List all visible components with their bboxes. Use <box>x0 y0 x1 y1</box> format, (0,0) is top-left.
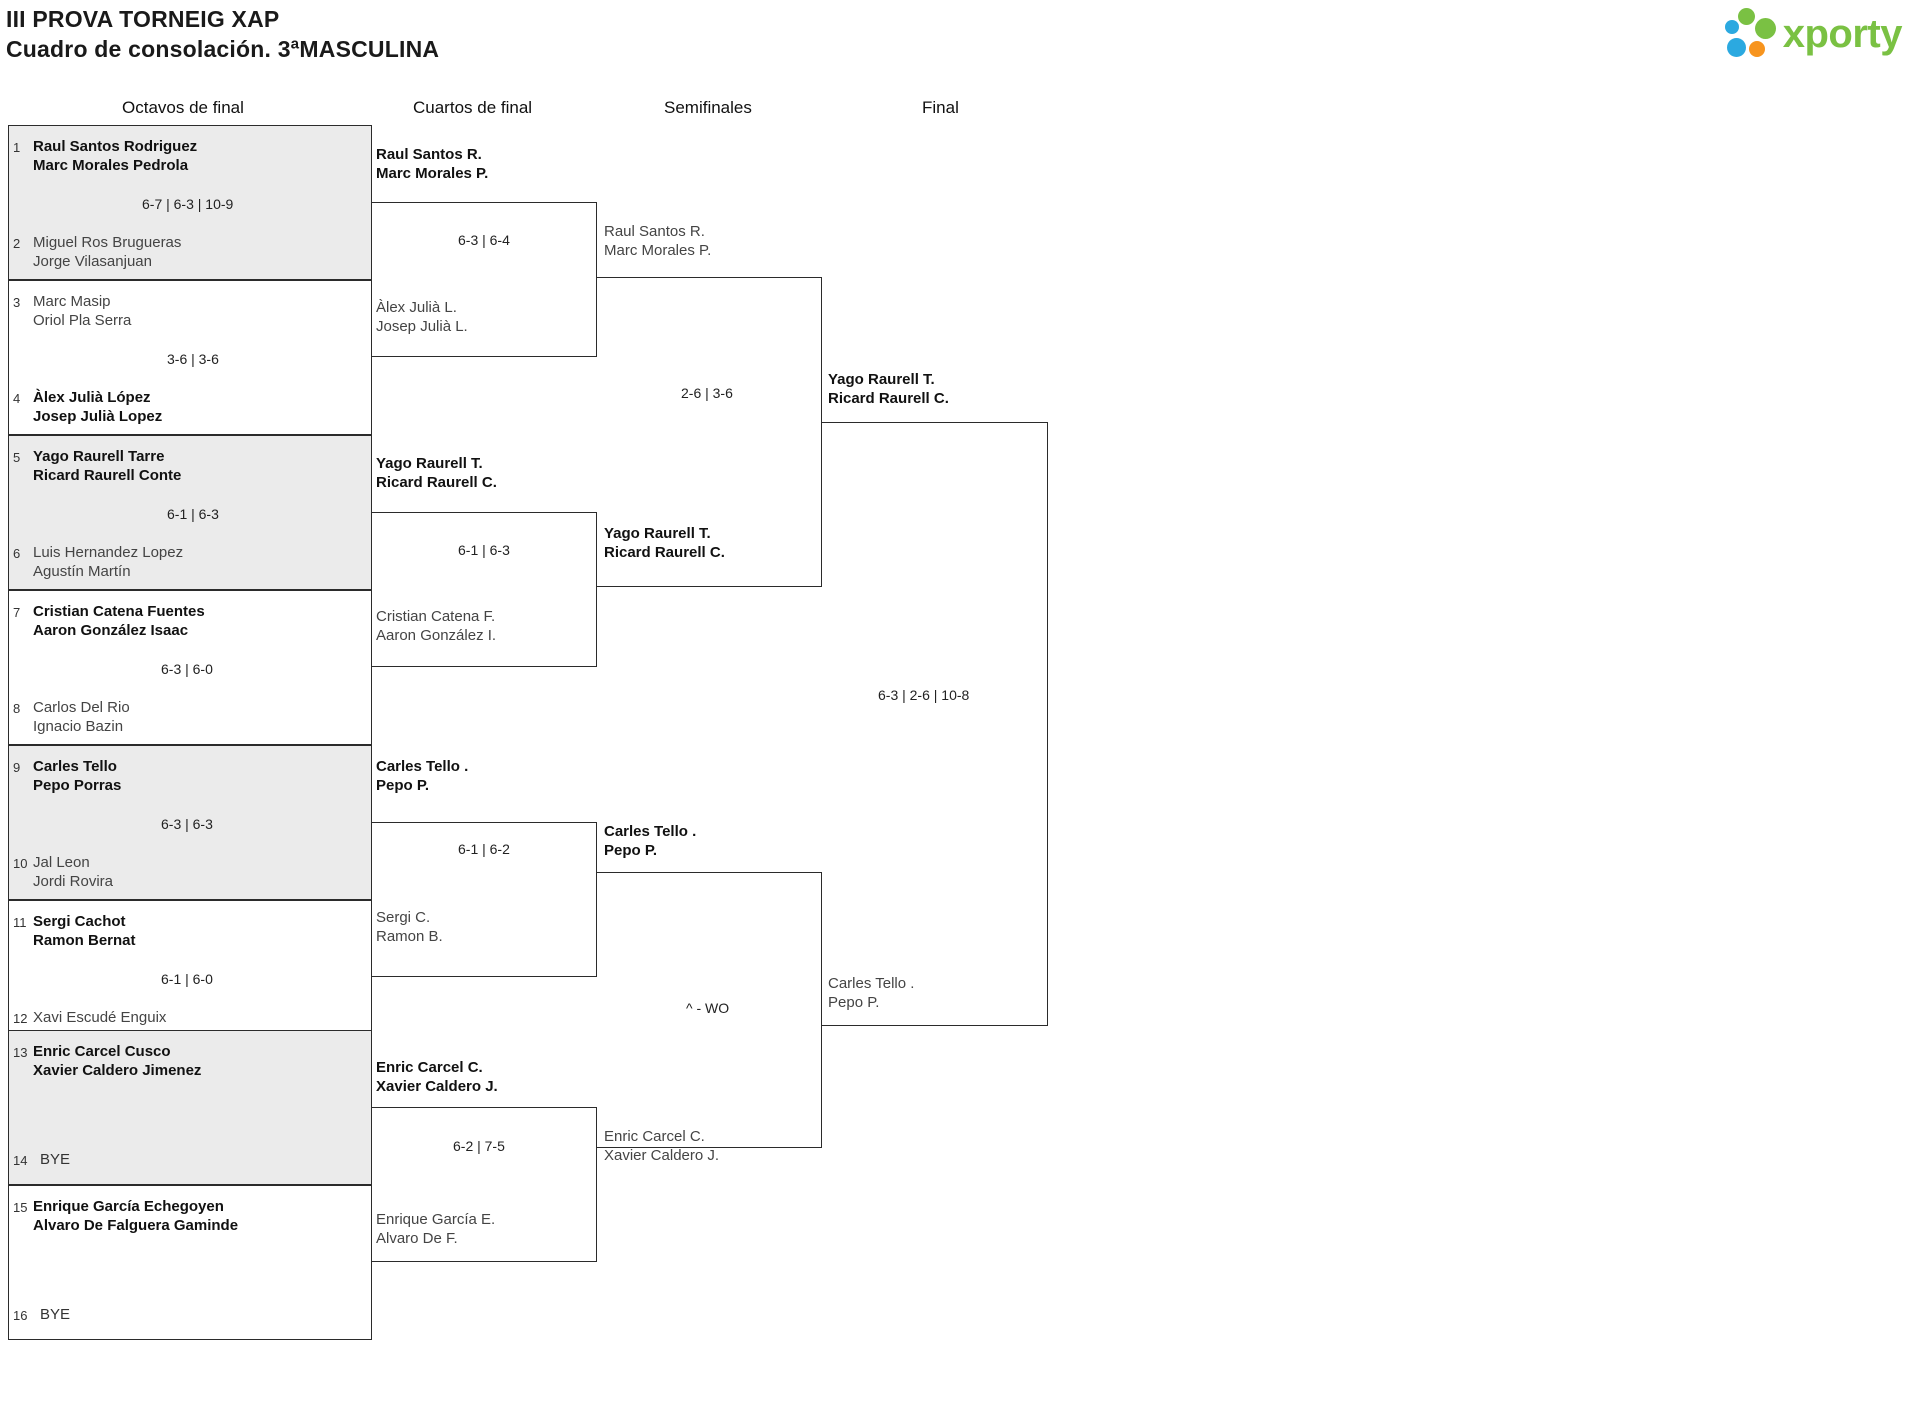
player-name: Enric Carcel C. <box>604 1128 705 1145</box>
player-name: Jal Leon <box>33 854 90 871</box>
player-name: Marc Morales P. <box>604 242 712 259</box>
match-score: 6-3 | 6-0 <box>161 661 213 677</box>
player-name: Àlex Julià L. <box>376 299 457 316</box>
seed-number: 5 <box>13 450 21 465</box>
player-name: Ricard Raurell C. <box>604 544 725 561</box>
player-name: Marc Masip <box>33 293 111 310</box>
player-name: Àlex Julià López <box>33 389 151 406</box>
player-name: Yago Raurell T. <box>376 455 483 472</box>
match-score: 6-3 | 6-3 <box>161 816 213 832</box>
r16-match-7[interactable] <box>8 1030 372 1185</box>
player-name: Ignacio Bazin <box>33 718 124 735</box>
r16-match-1[interactable] <box>8 125 372 280</box>
player-name: Sergi C. <box>376 909 431 926</box>
player-name: Enric Carcel C. <box>376 1059 483 1076</box>
player-name: Carlos Del Rio <box>33 699 130 716</box>
player-name: Pepo P. <box>604 842 658 859</box>
r16-match-3[interactable] <box>8 435 372 590</box>
player-name: Cristian Catena Fuentes <box>33 603 205 620</box>
player-name: Carles Tello <box>33 758 117 775</box>
player-name: Pepo Porras <box>33 777 122 794</box>
seed-number: 6 <box>13 546 21 561</box>
player-name: Josep Julià Lopez <box>33 408 163 425</box>
seed-number: 3 <box>13 295 21 310</box>
player-name: Xavier Caldero J. <box>604 1147 720 1164</box>
page-title <box>6 4 439 64</box>
player-name: Ramon Bernat <box>33 932 136 949</box>
player-name: Xavi Escudé Enguix <box>33 1009 167 1026</box>
player-name: Raul Santos R. <box>604 223 705 240</box>
seed-number: 10 <box>13 856 28 871</box>
player-name: Ricard Raurell C. <box>376 474 497 491</box>
seed-number: 15 <box>13 1200 28 1215</box>
tournament-name: III PROVA TORNEIG XAP <box>6 6 280 32</box>
xporty-logo <box>1725 8 1902 60</box>
player-name: Ricard Raurell C. <box>828 390 949 407</box>
player-name: Pepo P. <box>828 994 880 1011</box>
player-name: Raul Santos Rodriguez <box>33 138 198 155</box>
player-name: Yago Raurell T. <box>604 525 711 542</box>
player-name: Marc Morales P. <box>376 165 489 182</box>
match-score: 6-1 | 6-2 <box>458 841 510 857</box>
player-name: Jorge Vilasanjuan <box>33 253 152 270</box>
connector-final <box>822 422 1048 1026</box>
player-name: Enrique García Echegoyen <box>33 1198 224 1215</box>
player-name: Jordi Rovira <box>33 873 114 890</box>
player-name: Enrique García E. <box>376 1211 496 1228</box>
match-score: 6-7 | 6-3 | 10-9 <box>142 196 234 212</box>
player-name: Raul Santos R. <box>376 146 482 163</box>
tournament-subtitle: Cuadro de consolación. 3ªMASCULINA <box>6 36 440 62</box>
match-score: 6-3 | 2-6 | 10-8 <box>878 687 970 703</box>
player-name: Alvaro De Falguera Gaminde <box>33 1217 239 1234</box>
match-score: 6-2 | 7-5 <box>453 1138 505 1154</box>
seed-number: 7 <box>13 605 21 620</box>
r16-match-2[interactable] <box>8 280 372 435</box>
round-header-semifinales: Semifinales <box>664 98 752 117</box>
player-name: Aaron González I. <box>376 627 497 644</box>
player-name: Enric Carcel Cusco <box>33 1043 171 1060</box>
player-name: Carles Tello . <box>604 823 697 840</box>
player-name: Luis Hernandez Lopez <box>33 544 184 561</box>
player-name: Josep Julià L. <box>376 318 468 335</box>
seed-number: 11 <box>13 915 27 930</box>
seed-number: 9 <box>13 760 21 775</box>
round-header-octavos: Octavos de final <box>122 98 244 117</box>
seed-number: 12 <box>13 1011 28 1026</box>
r16-match-5[interactable] <box>8 745 372 900</box>
match-score: 6-1 | 6-3 <box>458 542 510 558</box>
player-name: Ramon B. <box>376 928 443 945</box>
bye-label: BYE <box>40 1306 71 1323</box>
match-score: 3-6 | 3-6 <box>167 351 219 367</box>
player-name: Agustín Martín <box>33 563 131 580</box>
player-name: Xavier Caldero J. <box>376 1078 498 1095</box>
round-header-final: Final <box>922 98 959 117</box>
player-name: Pepo P. <box>376 777 430 794</box>
player-name: Aaron González Isaac <box>33 622 189 639</box>
player-name: Miguel Ros Brugueras <box>33 234 182 251</box>
player-name: Ricard Raurell Conte <box>33 467 182 484</box>
player-name: Alvaro De F. <box>376 1230 458 1247</box>
match-score: 6-1 | 6-3 <box>167 506 219 522</box>
player-name: Cristian Catena F. <box>376 608 496 625</box>
seed-number: 1 <box>13 140 21 155</box>
player-name: Carles Tello . <box>828 975 915 992</box>
seed-number: 14 <box>13 1153 28 1168</box>
player-name: Oriol Pla Serra <box>33 312 132 329</box>
match-score: 2-6 | 3-6 <box>681 385 733 401</box>
round-header-cuartos: Cuartos de final <box>413 98 533 117</box>
match-score: ^ - WO <box>686 1000 730 1016</box>
r16-match-8[interactable] <box>8 1185 372 1340</box>
player-name: Marc Morales Pedrola <box>33 157 189 174</box>
seed-number: 8 <box>13 701 21 716</box>
seed-number: 4 <box>13 391 21 406</box>
logo-wordmark: xporty <box>1782 11 1902 56</box>
seed-number: 2 <box>13 236 21 251</box>
seed-number: 13 <box>13 1045 28 1060</box>
r16-match-4[interactable] <box>8 590 372 745</box>
match-score: 6-1 | 6-0 <box>161 971 213 987</box>
player-name: Yago Raurell T. <box>828 371 935 388</box>
logo-mark-icon <box>1725 8 1777 60</box>
player-name: Carles Tello . <box>376 758 469 775</box>
player-name: Yago Raurell Tarre <box>33 448 165 465</box>
bye-label: BYE <box>40 1151 71 1168</box>
match-score: 6-3 | 6-4 <box>458 232 510 248</box>
seed-number: 16 <box>13 1308 28 1323</box>
player-name: Sergi Cachot <box>33 913 126 930</box>
player-name: Xavier Caldero Jimenez <box>33 1062 202 1079</box>
